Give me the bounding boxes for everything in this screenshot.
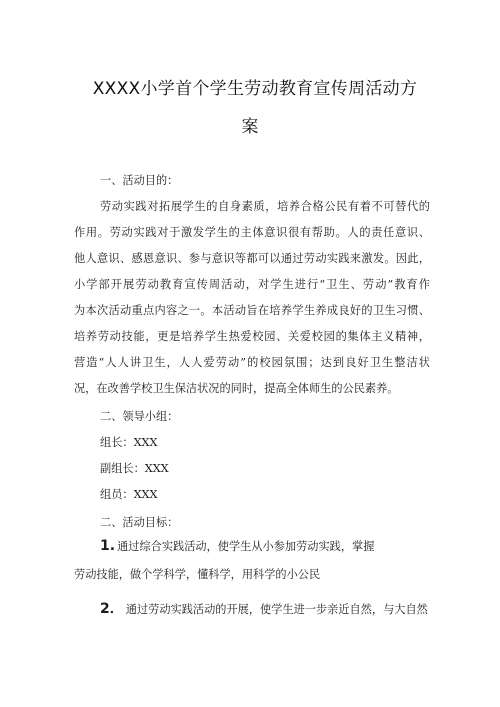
goal-item-text: 通过劳动实践活动的开展，使学生进一步亲近自然，与大自然 xyxy=(125,603,428,616)
document-title-line-1: XXXX小学首个学生劳动教育宣传周活动方 xyxy=(92,79,418,99)
goal-item-number: 1. xyxy=(100,538,116,554)
paragraph-line: 小学部开展劳动教育宣传周活动，对学生进行“卫生、劳动”教育作 xyxy=(74,278,430,291)
goal-item-1-continuation: 劳动技能，做个学科学，懂科学，用科学的小公民 xyxy=(74,568,321,581)
leader-entry: 组长：XXX xyxy=(100,436,158,449)
goal-item-number: 2． xyxy=(100,601,124,617)
paragraph-line: 培养劳动技能，更是培养学生热爱校园、关爱校园的集体主义精神， xyxy=(74,330,430,343)
member-entry: 组员：XXX xyxy=(100,488,158,501)
goal-item-text: 通过综合实践活动，使学生从小参加劳动实践，掌握 xyxy=(117,540,375,553)
paragraph-line: 况，在改善学校卫生保洁状况的同时，提高全体师生的公民素养。 xyxy=(74,382,399,395)
paragraph-line: 作用。劳动实践对于激发学生的主体意识很有帮助。人的责任意识、 xyxy=(74,226,430,239)
document-title-line-2: 案 xyxy=(241,117,259,137)
paragraph-line: 他人意识、感恩意识、参与意识等都可以通过劳动实践来激发。因此， xyxy=(74,252,430,265)
paragraph-line: 为本次活动重点内容之一。本活动旨在培养学生养成良好的卫生习惯、 xyxy=(74,304,430,317)
section-heading-leadership: 二、领导小组： xyxy=(100,410,179,423)
section-heading-goals: 二、活动目标： xyxy=(100,516,179,529)
paragraph-line: 营造“人人讲卫生，人人爱劳动”的校园氛围；达到良好卫生整洁状 xyxy=(74,356,430,369)
paragraph-line: 劳动实践对拓展学生的自身素质，培养合格公民有着不可替代的 xyxy=(100,200,430,213)
deputy-leader-entry: 副组长：XXX xyxy=(100,462,169,475)
goal-item-2 xyxy=(100,598,428,618)
section-heading-purpose: 一、活动目的： xyxy=(100,174,179,187)
goal-item-1 xyxy=(100,538,374,554)
